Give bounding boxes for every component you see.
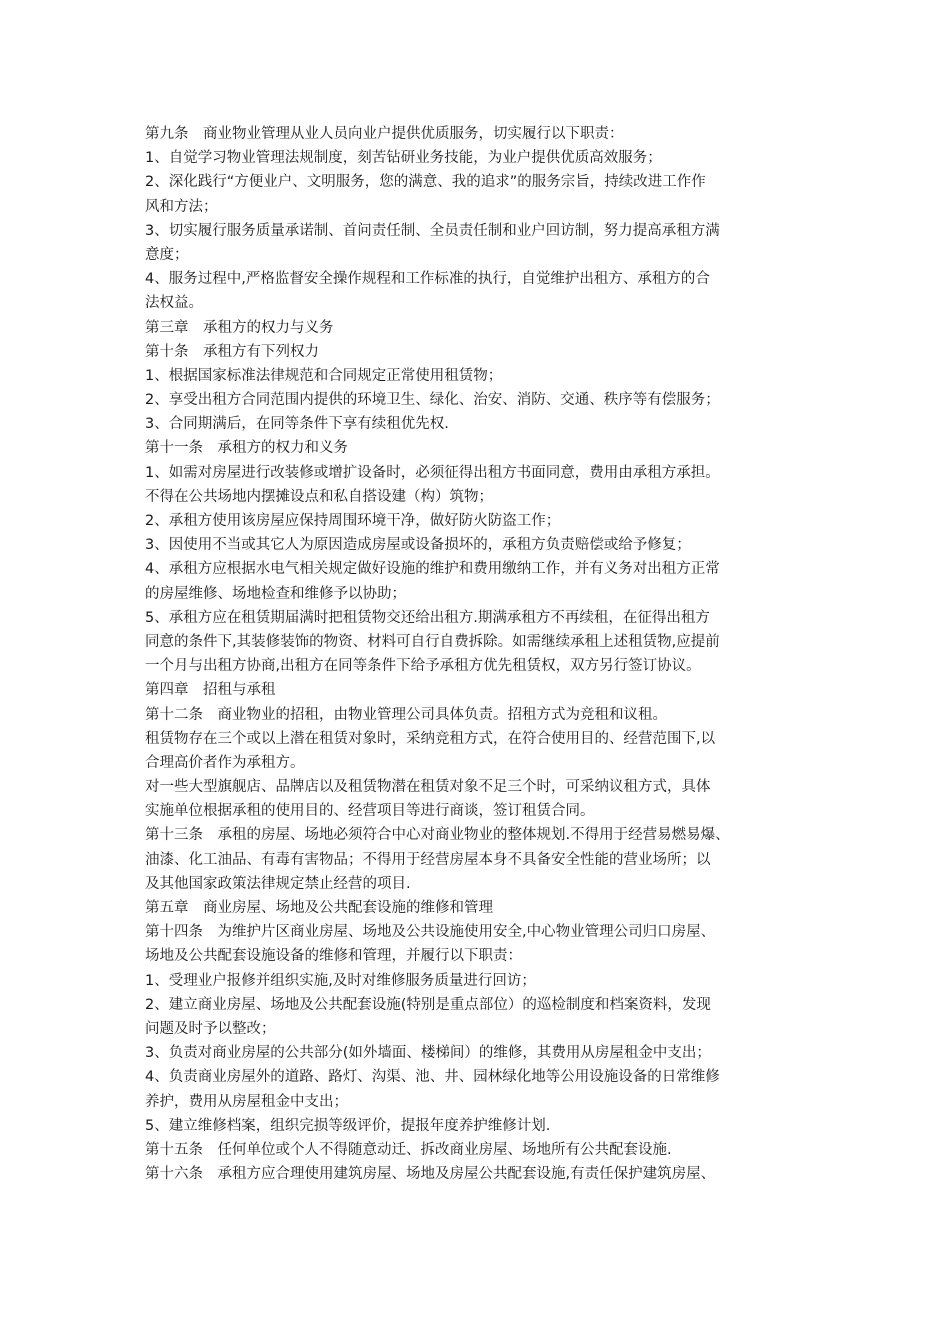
text-line: 5、承租方应在租赁期届满时把租赁物交还给出租方.期满承租方不再续租，在征得出租方 (145, 609, 710, 626)
text-line: 对一些大型旗舰店、品牌店以及租赁物潜在租赁对象不足三个时，可采纳议租方式，具体 (145, 779, 711, 796)
text-line: 2、承租方使用该房屋应保持周围环境干净，做好防火防盗工作； (145, 513, 561, 529)
text-line: 第九条 商业物业管理从业人员向业户提供优质服务，切实履行以下职责： (145, 126, 624, 142)
text-line: 一个月与出租方协商,出租方在同等条件下给予承租方优先租赁权，双方另行签订协议。 (145, 658, 701, 675)
document-body (145, 122, 825, 1186)
text-line: 同意的条件下,其装修装饰的物资、材料可自行自费拆除。如需继续承租上述租赁物,应提前 (145, 633, 720, 650)
text-line: 租赁物存在三个或以上潜在租赁对象时，采纳竞租方式，在符合使用目的、经营范围下,以 (145, 730, 716, 747)
article-heading: 第十四条 为维护片区商业房屋、场地及公共设施使用安全,中心物业管理公司归口房屋、 (145, 924, 716, 941)
article-heading: 第十条 承租方有下列权力 (145, 343, 319, 360)
text-line: 2、深化践行“方便业户、文明服务，您的满意、我的追求”的服务宗旨，持续改进工作作 (145, 174, 706, 191)
text-line: 风和方法； (145, 198, 218, 215)
text-line: 4、承租方应根据水电气相关规定做好设施的维护和费用缴纳工作，并有义务对出租方正常 (145, 561, 720, 578)
text-line: 1、自觉学习物业管理法规制度，刻苦钻研业务技能，为业户提供优质高效服务； (145, 150, 662, 167)
text-line: 5、建立维修档案，组织完损等级评价，提报年度养护维修计划. (145, 1117, 551, 1134)
text-line: 合理高价者作为承租方。 (145, 754, 305, 771)
text-line: 4、负责商业房屋外的道路、路灯、沟渠、池、井、园林绿化地等公用设施设备的日常维修 (145, 1069, 720, 1086)
text-line: 场地及公共配套设施设备的维修和管理，并履行以下职责： (145, 948, 522, 965)
text-line: 3、合同期满后，在同等条件下享有续租优先权. (145, 416, 449, 433)
text-line: 1、如需对房屋进行改装修或增扩设备时，必须征得出租方书面同意，费用由承租方承担。 (145, 464, 720, 481)
text-line: 4、服务过程中,严格监督安全操作规程和工作标准的执行，自觉维护出租方、承租方的合 (145, 271, 710, 288)
text-line: 养护，费用从房屋租金中支出； (145, 1093, 348, 1110)
article-heading: 第十一条 承租方的权力和义务 (145, 440, 348, 457)
article-heading: 第十二条 商业物业的招租，由物业管理公司具体负责。招租方式为竞租和议租。 (145, 706, 667, 723)
text-line: 法权益。 (145, 295, 203, 312)
article-heading: 第十六条 承租方应合理使用建筑房屋、场地及房屋公共配套设施,有责任保护建筑房屋、 (145, 1166, 716, 1183)
text-line: 2、建立商业房屋、场地及公共配套设施(特别是重点部位）的巡检制度和档案资料，发现 (145, 996, 711, 1013)
text-line: 3、负责对商业房屋的公共部分(如外墙面、楼梯间）的维修，其费用从房屋租金中支出； (145, 1045, 711, 1062)
text-line: 实施单位根据承租的使用目的、经营项目等进行商谈，签订租赁合同。 (145, 803, 595, 820)
text-line: 1、受理业户报修并组织实施,及时对维修服务质量进行回访； (145, 972, 536, 989)
text-line: 3、因使用不当或其它人为原因造成房屋或设备损坏的，承租方负责赔偿或给予修复； (145, 537, 691, 554)
text-line: 问题及时予以整改； (145, 1020, 276, 1037)
chapter-heading: 第四章 招租与承租 (145, 682, 276, 699)
text-line: 3、切实履行服务质量承诺制、首问责任制、全员责任制和业户回访制，努力提高承租方满 (145, 222, 720, 239)
text-line: 1、根据国家标准法律规范和合同规定正常使用租赁物； (145, 367, 503, 384)
article-heading: 第十三条 承租的房屋、场地必须符合中心对商业物业的整体规划.不得用于经营易燃易爆、 (145, 827, 730, 844)
text-line: 不得在公共场地内摆摊设点和私自搭设建（构）筑物； (145, 488, 493, 505)
text-line: 及其他国家政策法律规定禁止经营的项目. (145, 875, 411, 892)
text-line: 油漆、化工油品、有毒有害物品；不得用于经营房屋本身不具备安全性能的营业场所；以 (145, 851, 711, 868)
chapter-heading: 第三章 承租方的权力与义务 (145, 319, 334, 336)
chapter-heading: 第五章 商业房屋、场地及公共配套设施的维修和管理 (145, 900, 493, 916)
text-line: 意度； (145, 246, 189, 263)
article-heading: 第十五条 任何单位或个人不得随意动迁、拆改商业房屋、场地所有公共配套设施. (145, 1141, 672, 1158)
text-line: 的房屋维修、场地检查和维修予以协助； (145, 585, 406, 602)
text-line: 2、享受出租方合同范围内提供的环境卫生、绿化、治安、消防、交通、秩序等有偿服务； (145, 392, 720, 409)
